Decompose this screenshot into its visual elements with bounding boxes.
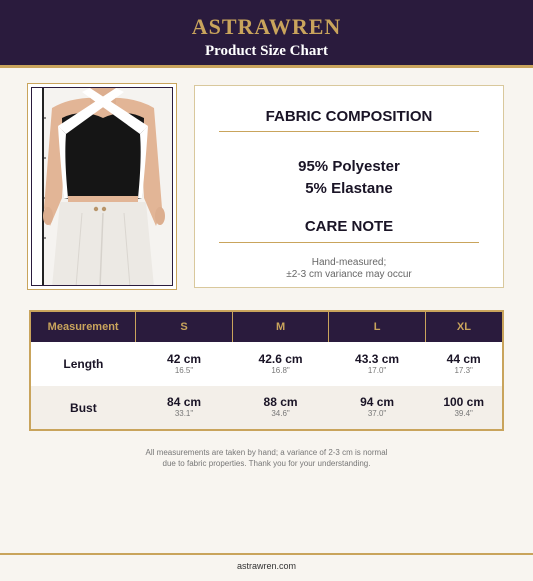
table-cell [232,386,329,430]
header-size-m: M [232,311,329,342]
divider [219,242,479,243]
cell-inch: 17.3" [454,365,473,375]
table-cell [329,386,426,430]
note-line-2: due to fabric properties. Thank you for your understanding. [162,459,371,468]
cell-cm: 44 cm [446,351,481,366]
cell-inch: 16.8" [271,365,290,375]
cell-inch: 39.4" [454,409,473,418]
footer-site-link[interactable]: astrawren.com [236,561,297,571]
header-measurement: Measurement [30,311,136,342]
care-note-line-1: Hand-measured; [311,257,387,268]
table-cell [232,342,329,386]
product-photo [31,87,173,286]
divider [219,131,479,132]
cell-inch: 16.5" [174,365,194,375]
cell-cm: 43.3 cm [355,351,400,366]
table-cell [329,342,426,386]
header-size-xl: XL [425,311,503,342]
header-size-l: L [329,311,426,342]
brand-name: ASTRAWREN [191,14,342,39]
note-line-1: All measurements are taken by hand; a variance of 2-3 cm is normal [145,448,388,457]
size-chart-table [29,310,504,431]
cell-inch: 33.1" [174,409,194,418]
table-row [30,342,503,386]
table-row [30,386,503,430]
row-label-bust: Bust [30,386,136,430]
measurement-note [130,447,403,469]
cell-inch: 17.0" [367,365,387,375]
model-photo-illustration [32,88,173,286]
fabric-line-polyester: 95% Polyester [298,158,400,175]
cell-cm: 84 cm [167,395,202,409]
fabric-line-elastane: 5% Elastane [305,180,393,197]
care-note-line-2: ±2-3 cm variance may occur [286,269,412,280]
page-header [0,0,533,68]
table-header-row [30,311,503,342]
cell-cm: 88 cm [263,395,298,409]
product-photo-frame [27,83,177,290]
cell-inch: 37.0" [367,409,387,418]
cell-cm: 100 cm [443,395,485,409]
fabric-care-panel [194,85,504,288]
care-note-title: CARE NOTE [304,218,394,235]
cell-cm: 94 cm [360,395,395,409]
table-cell [425,342,503,386]
cell-cm: 42 cm [167,351,202,366]
header-size-s: S [136,311,233,342]
fabric-composition-title: FABRIC COMPOSITION [265,108,433,125]
page-subtitle: Product Size Chart [204,43,329,59]
table-cell [136,342,233,386]
table-cell [425,386,503,430]
row-label-length: Length [30,342,136,386]
footer-divider [0,553,533,555]
cell-inch: 34.6" [271,409,290,418]
cell-cm: 42.6 cm [258,351,303,366]
table-cell [136,386,233,430]
